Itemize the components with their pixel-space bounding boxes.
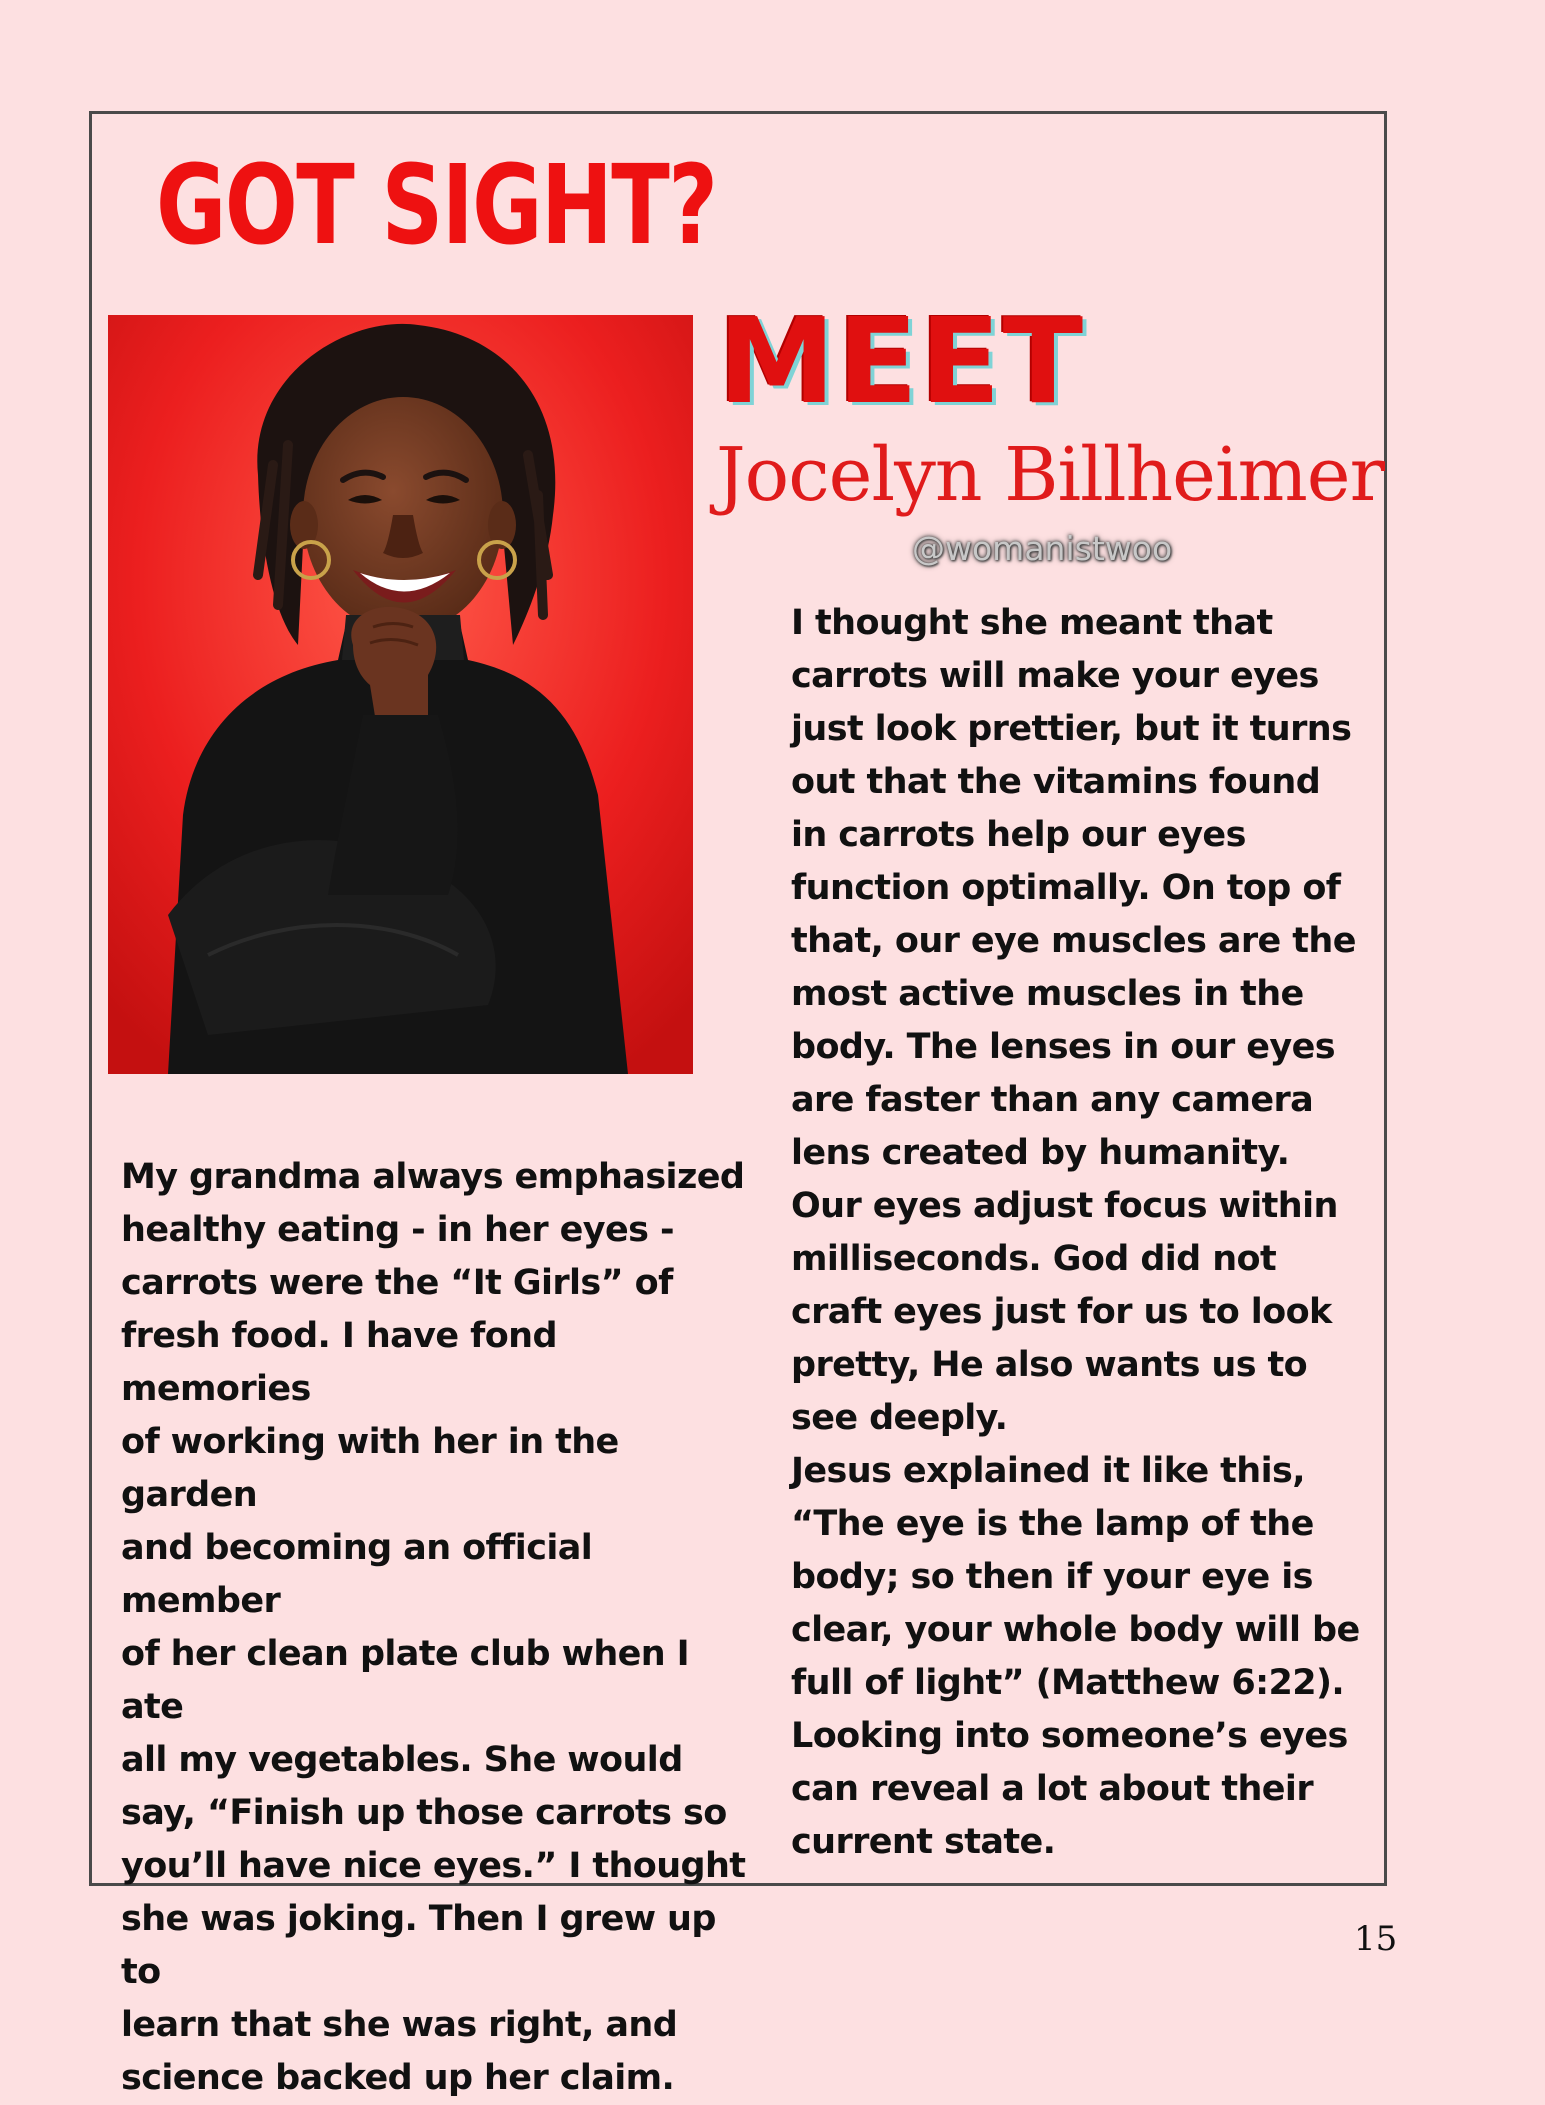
social-handle: @womanistwoo <box>912 529 1173 568</box>
portrait-photo <box>108 315 693 1074</box>
headline: GOT SIGHT? <box>156 141 717 269</box>
article-body-right: I thought she meant that carrots will make your eyes just look prettier, but it turns out that the vitamins found in carrots help our eyes function optimally. On top of that, our eye muscles are the most active muscles in the body. The lenses in our eyes are faster than any camera lens created by humanity. Our eyes adjust focus within milliseconds. God did not craft eyes just for us to look pretty, He also wants us to see deeply. Jesus explained it like this, “The eye is the lamp of the body; so then if your eye is clear, your whole body will be full of light” (Matthew 6:22). Looking into someone’s eyes can reveal a lot about their current state. <box>791 603 1360 1862</box>
page-number: 15 <box>1354 1919 1398 1959</box>
meet-label: MEET <box>718 292 1086 430</box>
article-body-left: My grandma always emphasized healthy eating - in her eyes - carrots were the “It Girls” of fresh food. I have fond memories of working with her in the garden and becoming an official member of her clean plate club when I ate all my vegetables. She would say, “Finish up those carrots so you’ll have nice eyes.” I thought she was joking. Then I grew up to learn that she was right, and science backed up her claim. <box>121 1157 746 2098</box>
featured-person-name: Jocelyn Billheimer <box>716 432 1384 518</box>
